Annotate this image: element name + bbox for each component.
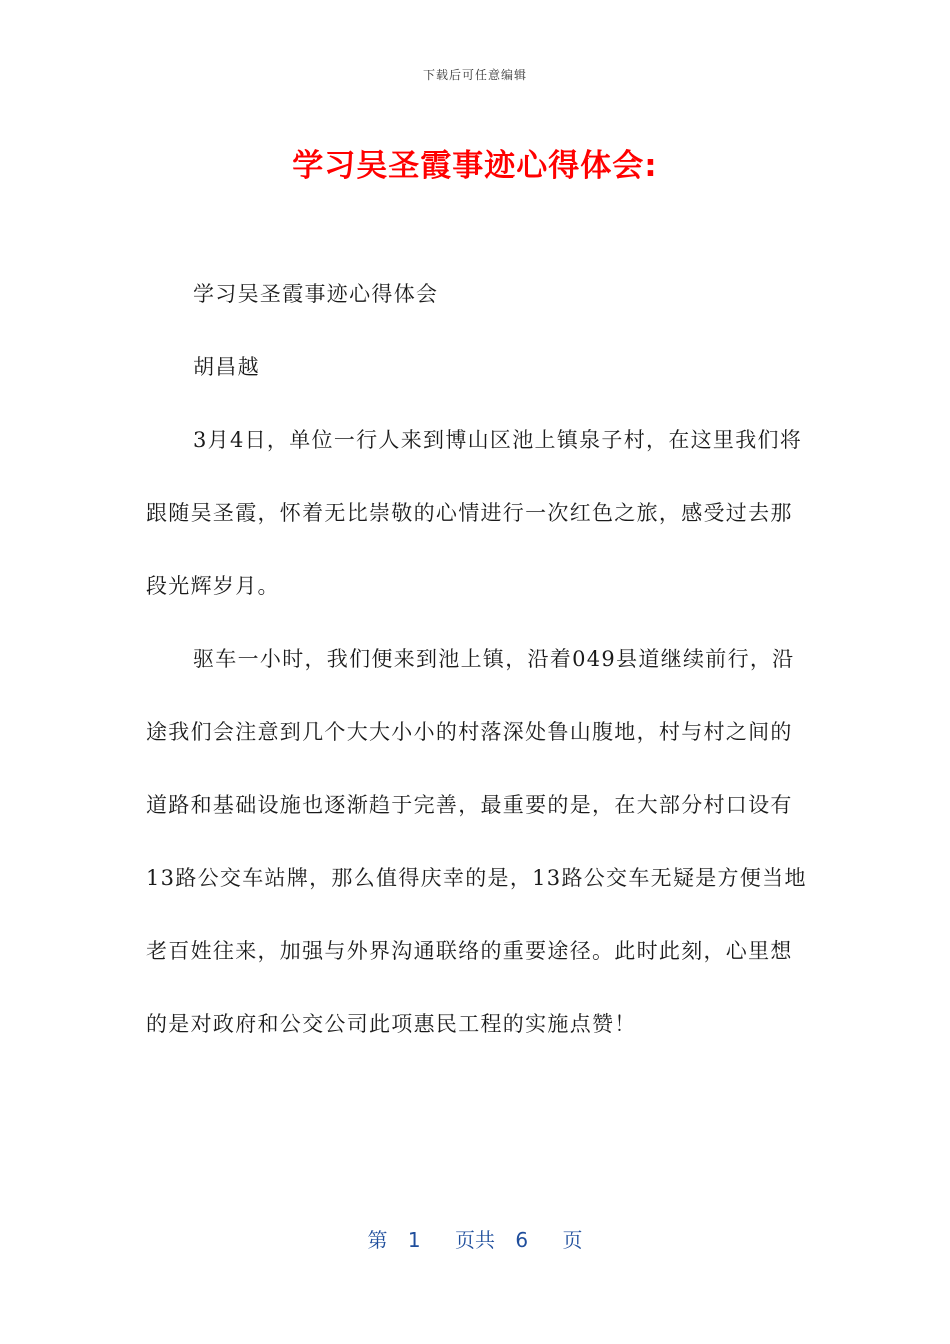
paragraph-subtitle: 学习吴圣霞事迹心得体会: [193, 282, 439, 306]
paragraph-body-1: 3月4日，单位一行人来到博山区池上镇泉子村，在这里我们将跟随吴圣霞，怀着无比崇敬的心情进行一次红色之旅，感受过去那段光辉岁月。: [146, 428, 803, 598]
footer-page-number: 1: [407, 1228, 421, 1252]
document-body: [146, 258, 808, 1061]
page-footer: [0, 1224, 950, 1253]
footer-ye-gong: 页共: [455, 1228, 495, 1252]
footer-total-pages: 6: [515, 1228, 529, 1252]
paragraph-author: 胡昌越: [193, 355, 260, 379]
paragraph-body-2: 驱车一小时，我们便来到池上镇，沿着049县道继续前行，沿途我们会注意到几个大大小小的村落深处鲁山腹地，村与村之间的道路和基础设施也逐渐趋于完善，最重要的是，在大部分村口设有13路公交车站牌，那么值得庆幸的是，13路公交车无疑是方便当地老百姓往来，加强与外界沟通联络的重要途径。此时此刻，心里想的是对政府和公交公司此项惠民工程的实施点赞！: [146, 647, 807, 1036]
header-note: 下载后可任意编辑: [422, 68, 527, 82]
footer-ye: 页: [562, 1228, 583, 1252]
document-title: 学习吴圣霞事迹心得体会:: [292, 148, 658, 184]
footer-di: 第: [367, 1228, 388, 1252]
